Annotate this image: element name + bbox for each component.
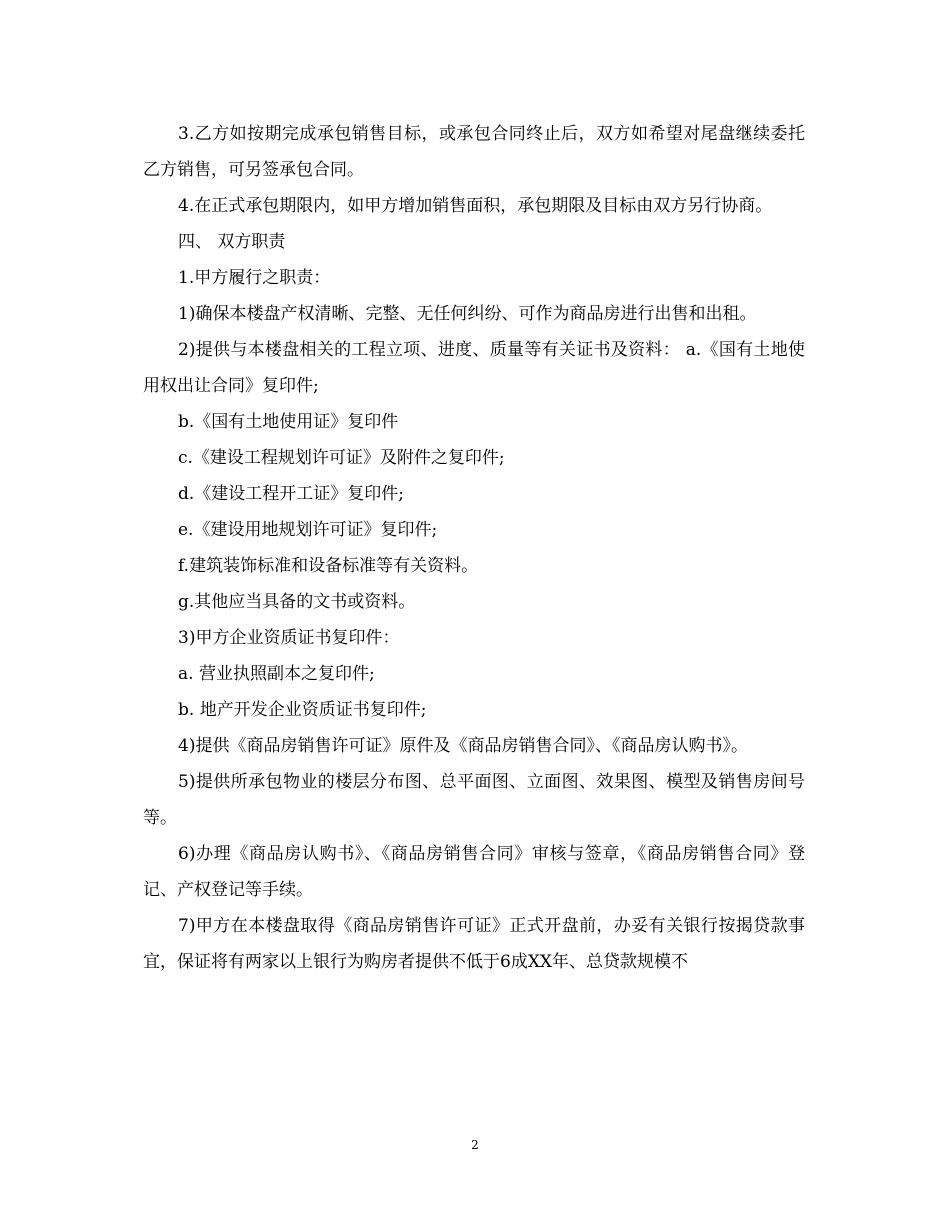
paragraph-item-b-qualification: b. 地产开发企业资质证书复印件; [178, 700, 427, 720]
paragraph-item-e: e.《建设用地规划许可证》复印件; [178, 520, 438, 540]
paragraph-item-3-clause: 3.乙方如按期完成承包销售目标，或承包合同终止后，双方如希望对尾盘继续委托乙方销售，可另签承包合同。 [143, 124, 805, 180]
paragraph-item-4-clause: 4.在正式承包期限内，如甲方增加销售面积，承包期限及目标由双方另行协商。 [178, 196, 773, 216]
paragraph-item-d: d.《建设工程开工证》复印件; [178, 484, 405, 504]
paragraph-party-a-duties-heading: 1.甲方履行之职责： [178, 268, 331, 288]
paragraph-duty-2: 2)提供与本楼盘相关的工程立项、进度、质量等有关证书及资料： a.《国有土地使用权出让合同》复印件; [143, 340, 805, 396]
document-body [143, 116, 805, 980]
page-number: 2 [471, 1138, 479, 1152]
paragraph-item-f: f.建筑装饰标准和设备标准等有关资料。 [178, 556, 479, 576]
paragraph-duty-3: 3)甲方企业资质证书复印件： [178, 628, 400, 648]
paragraph-item-g: g.其他应当具备的文书或资料。 [178, 592, 416, 612]
paragraph-item-b: b.《国有土地使用证》复印件 [178, 412, 399, 432]
paragraph-duty-5: 5)提供所承包物业的楼层分布图、总平面图、立面图、效果图、模型及销售房间号等。 [143, 772, 805, 828]
paragraph-duty-7: 7)甲方在本楼盘取得《商品房销售许可证》正式开盘前，办妥有关银行按揭贷款事宜，保证将有两家以上银行为购房者提供不低于6成XX年、总贷款规模不 [143, 916, 805, 972]
paragraph-duty-6: 6)办理《商品房认购书》、《商品房销售合同》审核与签章，《商品房销售合同》登记、产权登记等手续。 [143, 844, 805, 900]
section-heading-duties: 四、 双方职责 [178, 232, 286, 252]
paragraph-duty-1: 1)确保本楼盘产权清晰、完整、无任何纠纷、可作为商品房进行出售和出租。 [178, 304, 757, 324]
paragraph-duty-4: 4)提供《商品房销售许可证》原件及《商品房销售合同》、《商品房认购书》。 [178, 736, 748, 756]
paragraph-item-c: c.《建设工程规划许可证》及附件之复印件; [178, 448, 505, 468]
paragraph-item-a-license: a. 营业执照副本之复印件; [178, 664, 375, 684]
